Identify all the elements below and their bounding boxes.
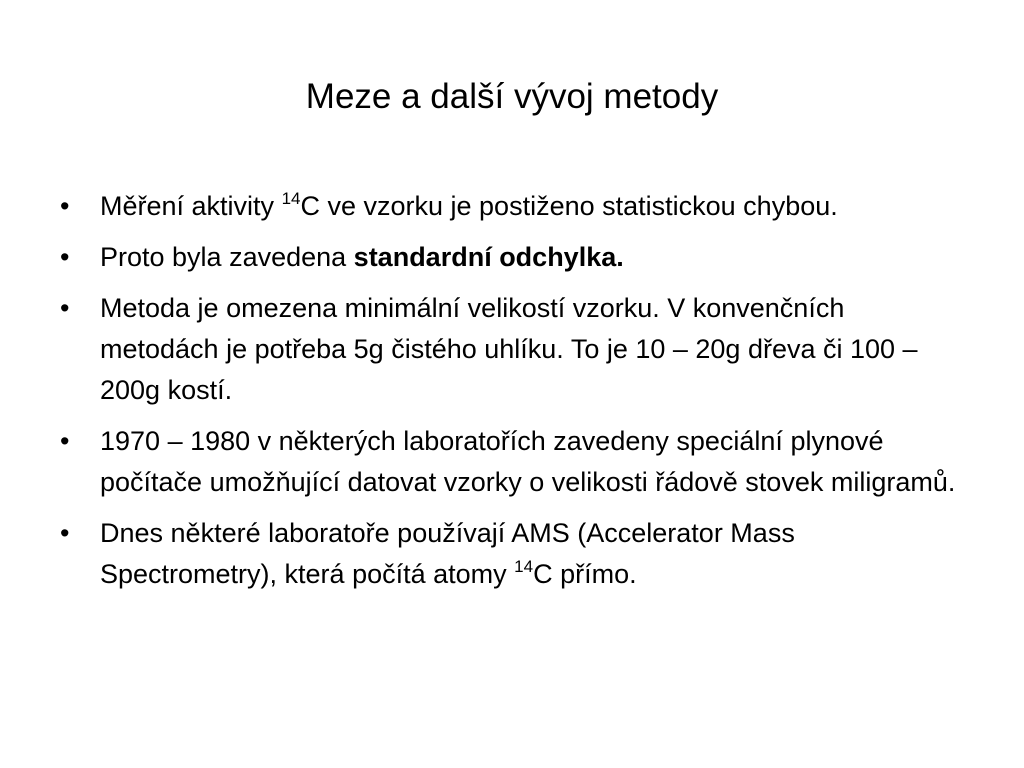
- bullet-item: [60, 186, 960, 227]
- bullet-text-part: Měření aktivity: [100, 191, 282, 221]
- bullet-text-part: C přímo.: [533, 559, 637, 589]
- bullet-text-part: Dnes některé laboratoře používají AMS (Accelerator Mass Spectrometry), která počítá atomy: [100, 518, 795, 589]
- bullet-text: [100, 191, 838, 221]
- bullet-icon: •: [60, 518, 70, 548]
- superscript-isotope: 14: [281, 189, 301, 208]
- superscript-isotope: 14: [514, 557, 534, 576]
- bullet-icon: •: [60, 242, 70, 272]
- bullet-item: [60, 288, 960, 411]
- bullet-list: [60, 186, 960, 605]
- bullet-text-part: C ve vzorku je postiženo statistickou chybou.: [300, 191, 838, 221]
- bullet-item: [60, 421, 960, 503]
- bullet-text: Metoda je omezena minimální velikostí vzorku. V konvenčních metodách je potřeba 5g čistého uhlíku. To je 10 – 20g dřeva či 100 – 200g kostí.: [100, 293, 918, 405]
- bullet-text: [100, 518, 795, 589]
- bold-term: standardní odchylka.: [353, 242, 624, 272]
- bullet-text: [100, 242, 624, 272]
- bullet-item: [60, 237, 960, 278]
- bullet-icon: •: [60, 293, 70, 323]
- bullet-text: 1970 – 1980 v některých laboratořích zavedeny speciální plynové počítače umožňující datovat vzorky o velikosti řádově stovek miligramů.: [100, 426, 956, 497]
- slide-title: Meze a další vývoj metody: [305, 77, 719, 116]
- bullet-icon: •: [60, 191, 70, 221]
- bullet-item: [60, 513, 960, 595]
- bullet-text-part: Proto byla zavedena: [100, 242, 354, 272]
- bullet-icon: •: [60, 426, 70, 456]
